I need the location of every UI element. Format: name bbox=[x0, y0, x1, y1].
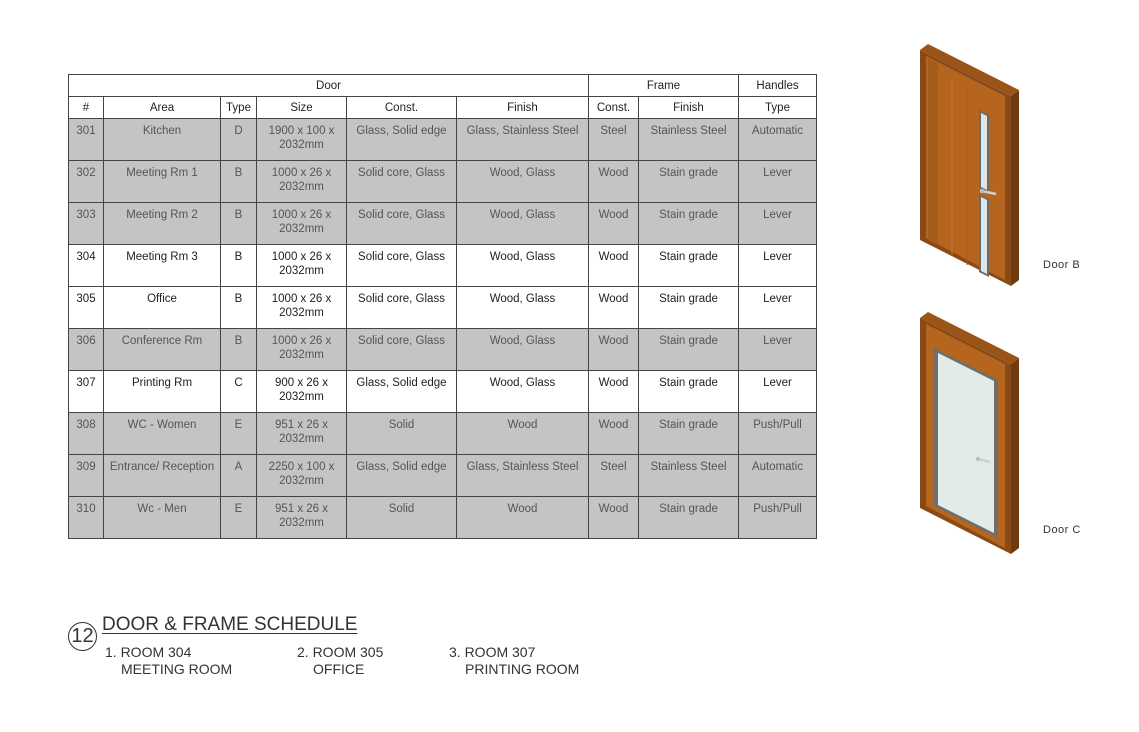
door-c-illustration bbox=[912, 308, 1022, 560]
col-header-handle-type: Type bbox=[739, 97, 817, 119]
cell-number: 310 bbox=[69, 497, 104, 539]
note-line2: PRINTING ROOM bbox=[465, 661, 580, 677]
col-header-door-const: Const. bbox=[347, 97, 457, 119]
cell-frame-finish: Stain grade bbox=[639, 245, 739, 287]
door-group-header: Door bbox=[69, 75, 589, 97]
cell-door-const: Solid bbox=[347, 413, 457, 455]
door-c-label: Door C bbox=[1043, 524, 1081, 536]
cell-door-const: Solid core, Glass bbox=[347, 245, 457, 287]
cell-door-finish: Wood, Glass bbox=[457, 287, 589, 329]
note-line2: MEETING ROOM bbox=[121, 661, 233, 677]
cell-door-finish: Wood, Glass bbox=[457, 245, 589, 287]
handles-group-header: Handles bbox=[739, 75, 817, 97]
cell-door-const: Solid bbox=[347, 497, 457, 539]
cell-frame-finish: Stain grade bbox=[639, 287, 739, 329]
table-row bbox=[69, 329, 817, 371]
cell-frame-const: Wood bbox=[589, 287, 639, 329]
col-header-area: Area bbox=[104, 97, 221, 119]
cell-handle-type: Lever bbox=[739, 245, 817, 287]
cell-frame-finish: Stain grade bbox=[639, 329, 739, 371]
table-row bbox=[69, 497, 817, 539]
cell-frame-finish: Stainless Steel bbox=[639, 455, 739, 497]
col-header-door-finish: Finish bbox=[457, 97, 589, 119]
cell-area: Meeting Rm 2 bbox=[104, 203, 221, 245]
cell-type: E bbox=[221, 413, 257, 455]
cell-type: B bbox=[221, 203, 257, 245]
table-row bbox=[69, 203, 817, 245]
cell-door-const: Glass, Solid edge bbox=[347, 371, 457, 413]
frame-group-header: Frame bbox=[589, 75, 739, 97]
cell-size: 1000 x 26 x 2032mm bbox=[257, 203, 347, 245]
cell-size: 900 x 26 x 2032mm bbox=[257, 371, 347, 413]
cell-type: B bbox=[221, 161, 257, 203]
cell-door-finish: Wood bbox=[457, 413, 589, 455]
cell-door-const: Solid core, Glass bbox=[347, 161, 457, 203]
cell-frame-finish: Stain grade bbox=[639, 497, 739, 539]
cell-number: 303 bbox=[69, 203, 104, 245]
cell-frame-finish: Stainless Steel bbox=[639, 119, 739, 161]
cell-frame-const: Steel bbox=[589, 455, 639, 497]
cell-size: 951 x 26 x 2032mm bbox=[257, 413, 347, 455]
note-room-307 bbox=[449, 644, 579, 678]
cell-handle-type: Lever bbox=[739, 287, 817, 329]
cell-type: E bbox=[221, 497, 257, 539]
cell-handle-type: Lever bbox=[739, 161, 817, 203]
cell-type: B bbox=[221, 245, 257, 287]
cell-number: 302 bbox=[69, 161, 104, 203]
cell-type: C bbox=[221, 371, 257, 413]
cell-frame-const: Wood bbox=[589, 329, 639, 371]
cell-size: 1000 x 26 x 2032mm bbox=[257, 161, 347, 203]
door-b-label: Door B bbox=[1043, 259, 1081, 271]
cell-handle-type: Lever bbox=[739, 329, 817, 371]
cell-number: 306 bbox=[69, 329, 104, 371]
cell-door-finish: Wood bbox=[457, 497, 589, 539]
cell-size: 951 x 26 x 2032mm bbox=[257, 497, 347, 539]
cell-frame-finish: Stain grade bbox=[639, 371, 739, 413]
cell-size: 1000 x 26 x 2032mm bbox=[257, 329, 347, 371]
cell-door-const: Solid core, Glass bbox=[347, 287, 457, 329]
cell-area: Entrance/ Reception bbox=[104, 455, 221, 497]
cell-door-finish: Wood, Glass bbox=[457, 203, 589, 245]
drawing-title: DOOR & FRAME SCHEDULE bbox=[102, 614, 358, 635]
cell-size: 2250 x 100 x 2032mm bbox=[257, 455, 347, 497]
note-room-304 bbox=[105, 644, 232, 678]
cell-door-finish: Wood, Glass bbox=[457, 161, 589, 203]
cell-frame-const: Wood bbox=[589, 413, 639, 455]
column-header-row bbox=[69, 97, 817, 119]
cell-frame-const: Wood bbox=[589, 161, 639, 203]
table-row bbox=[69, 413, 817, 455]
cell-frame-const: Wood bbox=[589, 497, 639, 539]
cell-area: Meeting Rm 1 bbox=[104, 161, 221, 203]
group-header-row bbox=[69, 75, 817, 97]
cell-area: Conference Rm bbox=[104, 329, 221, 371]
cell-frame-const: Wood bbox=[589, 371, 639, 413]
cell-size: 1900 x 100 x 2032mm bbox=[257, 119, 347, 161]
door-frame-schedule-table bbox=[68, 74, 817, 539]
table-row bbox=[69, 245, 817, 287]
col-header-type: Type bbox=[221, 97, 257, 119]
cell-area: Wc - Men bbox=[104, 497, 221, 539]
cell-area: Kitchen bbox=[104, 119, 221, 161]
cell-handle-type: Lever bbox=[739, 203, 817, 245]
cell-number: 308 bbox=[69, 413, 104, 455]
cell-frame-const: Wood bbox=[589, 203, 639, 245]
cell-frame-finish: Stain grade bbox=[639, 413, 739, 455]
table-row bbox=[69, 161, 817, 203]
cell-type: A bbox=[221, 455, 257, 497]
cell-handle-type: Automatic bbox=[739, 119, 817, 161]
cell-door-finish: Glass, Stainless Steel bbox=[457, 119, 589, 161]
cell-type: B bbox=[221, 329, 257, 371]
cell-size: 1000 x 26 x 2032mm bbox=[257, 287, 347, 329]
door-b-illustration bbox=[912, 40, 1022, 292]
cell-handle-type: Push/Pull bbox=[739, 497, 817, 539]
cell-frame-finish: Stain grade bbox=[639, 161, 739, 203]
cell-door-finish: Wood, Glass bbox=[457, 329, 589, 371]
cell-door-finish: Glass, Stainless Steel bbox=[457, 455, 589, 497]
cell-type: D bbox=[221, 119, 257, 161]
col-header-frame-const: Const. bbox=[589, 97, 639, 119]
cell-door-const: Glass, Solid edge bbox=[347, 455, 457, 497]
col-header-frame-finish: Finish bbox=[639, 97, 739, 119]
cell-handle-type: Lever bbox=[739, 371, 817, 413]
cell-number: 309 bbox=[69, 455, 104, 497]
table-row bbox=[69, 287, 817, 329]
table-row bbox=[69, 455, 817, 497]
cell-number: 304 bbox=[69, 245, 104, 287]
cell-area: Printing Rm bbox=[104, 371, 221, 413]
cell-type: B bbox=[221, 287, 257, 329]
note-line1: 2. ROOM 305 bbox=[297, 644, 384, 660]
table-row bbox=[69, 371, 817, 413]
col-header-number: # bbox=[69, 97, 104, 119]
cell-area: Office bbox=[104, 287, 221, 329]
cell-area: WC - Women bbox=[104, 413, 221, 455]
table-row bbox=[69, 119, 817, 161]
cell-number: 301 bbox=[69, 119, 104, 161]
cell-frame-finish: Stain grade bbox=[639, 203, 739, 245]
col-header-size: Size bbox=[257, 97, 347, 119]
cell-door-const: Solid core, Glass bbox=[347, 329, 457, 371]
cell-frame-const: Wood bbox=[589, 245, 639, 287]
note-line1: 3. ROOM 307 bbox=[449, 644, 536, 660]
cell-number: 307 bbox=[69, 371, 104, 413]
cell-door-finish: Wood, Glass bbox=[457, 371, 589, 413]
schedule-body bbox=[69, 119, 817, 539]
note-room-305 bbox=[297, 644, 383, 678]
cell-area: Meeting Rm 3 bbox=[104, 245, 221, 287]
cell-size: 1000 x 26 x 2032mm bbox=[257, 245, 347, 287]
cell-door-const: Solid core, Glass bbox=[347, 203, 457, 245]
cell-handle-type: Automatic bbox=[739, 455, 817, 497]
cell-frame-const: Steel bbox=[589, 119, 639, 161]
drawing-number: 12 bbox=[68, 622, 97, 651]
note-line2: OFFICE bbox=[313, 661, 365, 677]
note-line1: 1. ROOM 304 bbox=[105, 644, 192, 660]
cell-handle-type: Push/Pull bbox=[739, 413, 817, 455]
cell-number: 305 bbox=[69, 287, 104, 329]
cell-door-const: Glass, Solid edge bbox=[347, 119, 457, 161]
